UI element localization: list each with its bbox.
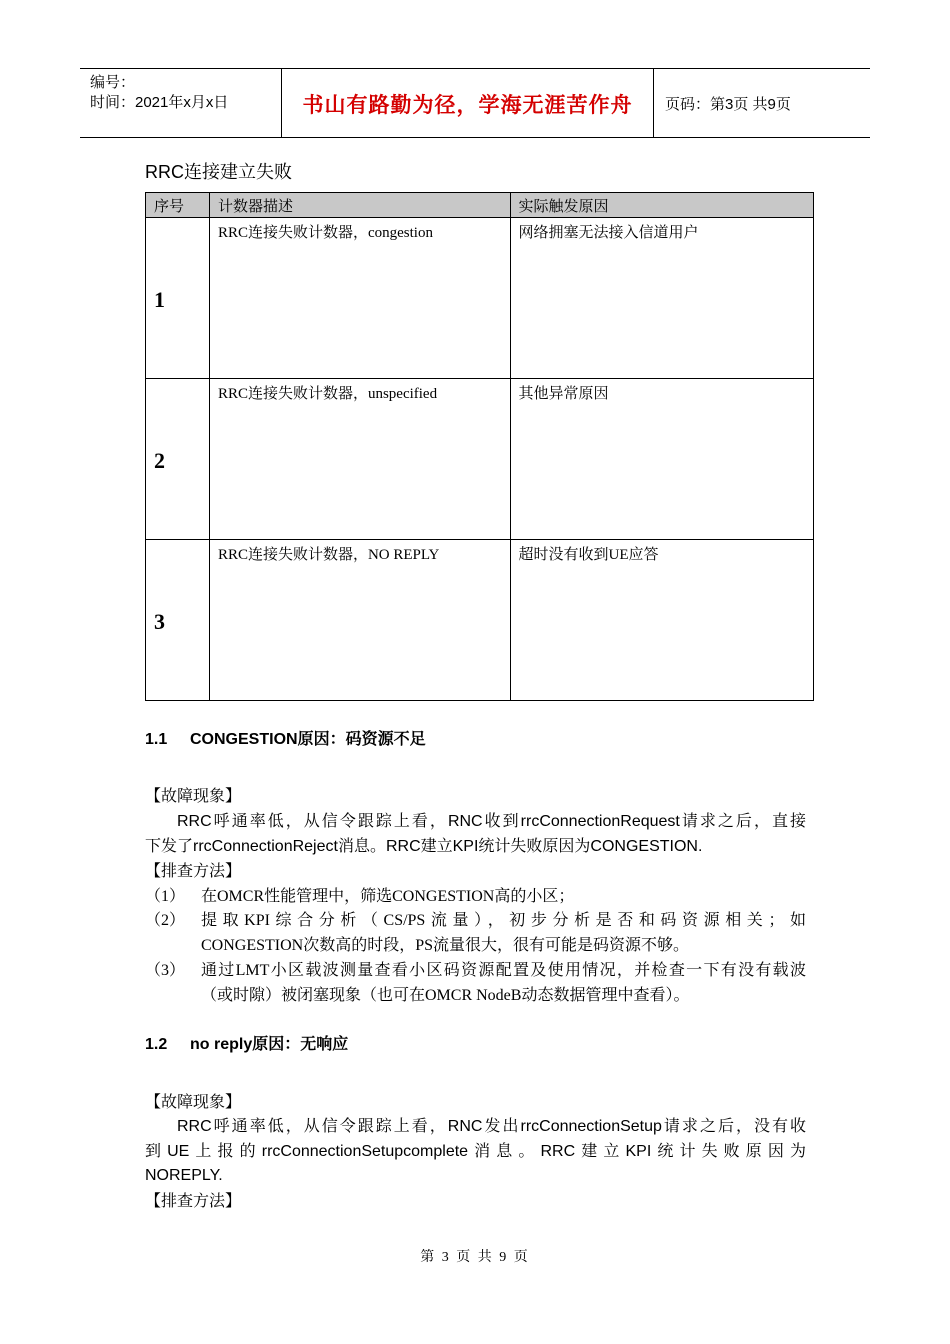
heading-number: 1.1 — [145, 731, 168, 748]
header-motto-cell — [282, 69, 654, 137]
document-number: 编号： — [90, 74, 136, 91]
column-header: 实际触发原因 — [510, 193, 813, 218]
row-number: 3 — [146, 540, 210, 701]
method-item — [145, 958, 806, 1008]
heading-1-1 — [145, 726, 426, 749]
heading-text: no reply原因：无响应 — [190, 1036, 349, 1053]
method-label: 【排查方法】 — [145, 863, 242, 880]
method-label: 【排查方法】 — [145, 1193, 242, 1210]
counter-description: RRC连接失败计数器，unspecified — [209, 379, 510, 540]
header-motto: 书山有路勤为径，学海无涯苦作舟 — [302, 93, 633, 117]
section-title: RRC连接建立失败 — [145, 162, 292, 182]
phenomenon-text-line: NOREPLY. — [145, 1167, 223, 1184]
item-number: （2） — [145, 912, 186, 929]
trigger-cause: 超时没有收到UE应答 — [510, 540, 813, 701]
counter-description: RRC连接失败计数器，congestion — [209, 218, 510, 379]
table-row — [146, 379, 814, 540]
phenomenon-text-line: 下发了rrcConnectionReject消息。RRC建立KPI统计失败原因为CONGESTION. — [145, 838, 703, 855]
heading-number: 1.2 — [145, 1036, 168, 1053]
item-text: 通过LMT小区载波测量查看小区码资源配置及使用情况，并检查一下有没有载波 — [201, 962, 806, 979]
header-page-number: 页码：第3页 共9页 — [665, 96, 791, 113]
phenomenon-text-line: RRC呼通率低，从信令跟踪上看，RNC收到rrcConnectionRequest请求之后，直接 — [177, 813, 806, 830]
column-header: 计数器描述 — [209, 193, 510, 218]
counter-table — [145, 192, 814, 701]
item-text-continued: （或时隙）被闭塞现象（也可在OMCR NodeB动态数据管理中查看）。 — [201, 987, 690, 1004]
item-text: 提取KPI综合分析（CS/PS流量），初步分析是否和码资源相关；如 — [201, 912, 806, 929]
table-header-row — [146, 193, 814, 218]
heading-text: CONGESTION原因：码资源不足 — [190, 731, 426, 748]
phenomenon-text-line: 到UE上报的rrcConnectionSetupcomplete消息。RRC建立KPI统计失败原因为 — [145, 1143, 806, 1160]
phenomenon-text-line: RRC呼通率低，从信令跟踪上看，RNC发出rrcConnectionSetup请求之后，没有收 — [177, 1118, 806, 1135]
page-header — [80, 68, 870, 138]
item-text-continued: CONGESTION次数高的时段，PS流量很大，很有可能是码资源不够。 — [201, 937, 690, 954]
heading-1-2 — [145, 1031, 348, 1054]
phenomenon-label: 【故障现象】 — [145, 1094, 242, 1111]
document-time: 时间：2021年x月x日 — [90, 94, 229, 111]
row-number: 1 — [146, 218, 210, 379]
phenomenon-label: 【故障现象】 — [145, 788, 242, 805]
header-meta-cell — [80, 69, 282, 137]
header-page-cell — [655, 69, 870, 137]
method-item — [145, 908, 806, 958]
column-header: 序号 — [146, 193, 210, 218]
item-number: （3） — [145, 962, 186, 979]
item-text: 在OMCR性能管理中，筛选CONGESTION高的小区； — [201, 888, 575, 905]
trigger-cause: 网络拥塞无法接入信道用户 — [510, 218, 813, 379]
row-number: 2 — [146, 379, 210, 540]
table-row — [146, 218, 814, 379]
counter-description: RRC连接失败计数器，NO REPLY — [209, 540, 510, 701]
page-footer: 第 3 页 共 9 页 — [420, 1250, 530, 1265]
trigger-cause: 其他异常原因 — [510, 379, 813, 540]
table-row — [146, 540, 814, 701]
method-item — [145, 884, 806, 909]
item-number: （1） — [145, 888, 186, 905]
